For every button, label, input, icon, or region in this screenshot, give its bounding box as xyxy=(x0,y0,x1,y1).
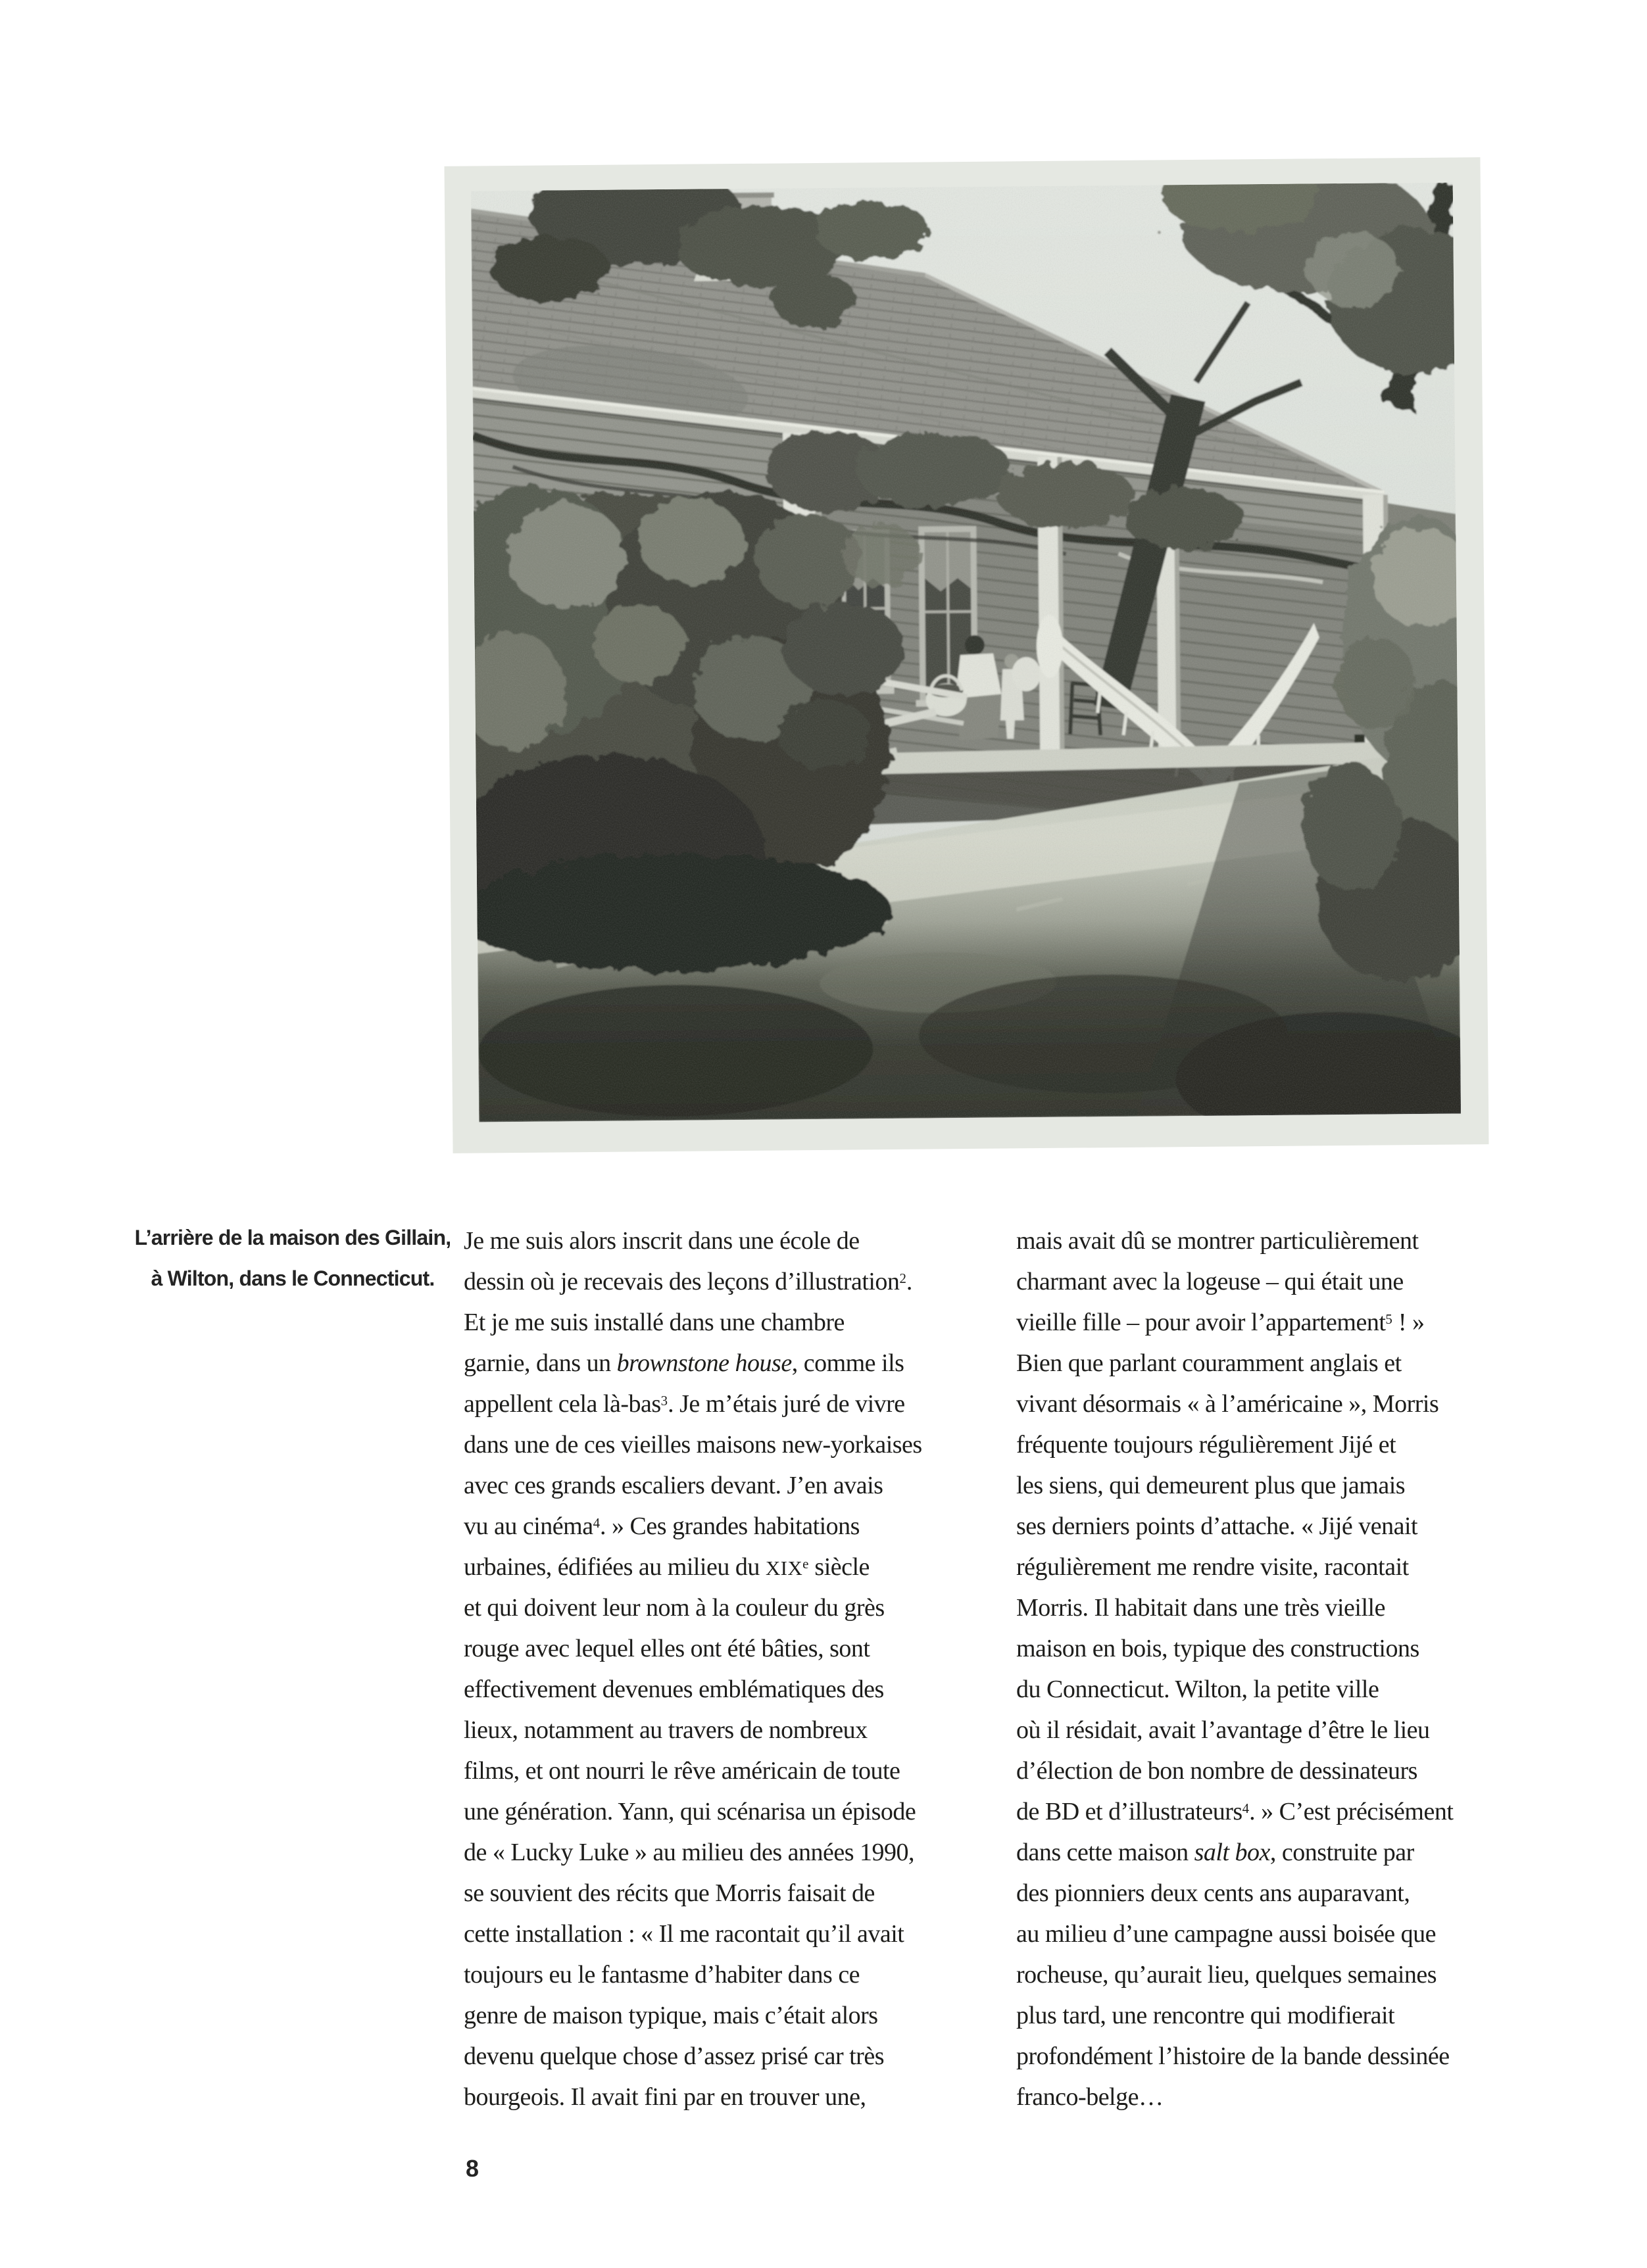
house-photo-illustration xyxy=(471,183,1461,1122)
text-line: mais avait dû se montrer particulièrement xyxy=(1016,1227,1419,1255)
text-line: à Wilton, dans le Connecticut. xyxy=(151,1267,435,1290)
text-line: dans cette maison salt box, construite par xyxy=(1016,1839,1414,1866)
text-line: cette installation : « Il me racontait qu’il avait xyxy=(464,1920,904,1948)
text-line: de BD et d’illustrateurs$^4$. » C’est précisément xyxy=(1016,1798,1454,1825)
text-line: Morris. Il habitait dans une très vieille xyxy=(1016,1594,1385,1622)
text-line: régulièrement me rendre visite, racontait xyxy=(1016,1553,1409,1581)
photo-caption xyxy=(95,1220,490,1302)
text-line: et qui doivent leur nom à la couleur du grès xyxy=(464,1594,885,1622)
text-line: films, et ont nourri le rêve américain de toute xyxy=(464,1757,900,1785)
body-column-left xyxy=(464,1220,990,2117)
text-line: d’élection de bon nombre de dessinateurs xyxy=(1016,1757,1417,1785)
text-line: Et je me suis installé dans une chambre xyxy=(464,1309,845,1336)
photo-image xyxy=(471,183,1461,1122)
text-line: franco-belge… xyxy=(1016,2083,1164,2111)
text-line: se souvient des récits que Morris faisait de xyxy=(464,1879,875,1907)
text-line: Bien que parlant couramment anglais et xyxy=(1016,1349,1402,1377)
text-line: profondément l’histoire de la bande dessinée xyxy=(1016,2042,1450,2070)
text-line: plus tard, une rencontre qui modifierait xyxy=(1016,2002,1395,2029)
text-line: les siens, qui demeurent plus que jamais xyxy=(1016,1472,1406,1499)
text-line: ses derniers points d’attache. « Jijé venait xyxy=(1016,1512,1418,1540)
text-line: garnie, dans un brownstone house, comme ils xyxy=(464,1349,904,1377)
film-grain xyxy=(471,183,1461,1122)
text-line: une génération. Yann, qui scénarisa un épisode xyxy=(464,1798,916,1825)
text-line: dessin où je recevais des leçons d’illustration$^2$. xyxy=(464,1268,912,1295)
text-line: L’arrière de la maison des Gillain, xyxy=(134,1226,451,1249)
text-line: toujours eu le fantasme d’habiter dans ce xyxy=(464,1961,860,1989)
body-column-right xyxy=(1016,1220,1542,2117)
page-number: 8 xyxy=(466,2155,479,2182)
text-line: devenu quelque chose d’assez prisé car très xyxy=(464,2042,884,2070)
text-line: vivant désormais « à l’américaine », Morris xyxy=(1016,1390,1439,1418)
text-line: genre de maison typique, mais c’était alors xyxy=(464,2002,878,2029)
text-line: lieux, notamment au travers de nombreux xyxy=(464,1716,868,1744)
text-line: où il résidait, avait l’avantage d’être le lieu xyxy=(1016,1716,1430,1744)
text-line: charmant avec la logeuse – qui était une xyxy=(1016,1268,1404,1295)
text-line: bourgeois. Il avait fini par en trouver une, xyxy=(464,2083,866,2111)
text-line: dans une de ces vieilles maisons new-yorkaises xyxy=(464,1431,922,1459)
text-line: effectivement devenues emblématiques des xyxy=(464,1676,884,1703)
text-line: maison en bois, typique des constructions xyxy=(1016,1635,1419,1662)
text-line: avec ces grands escaliers devant. J’en avais xyxy=(464,1472,883,1499)
text-line: au milieu d’une campagne aussi boisée que xyxy=(1016,1920,1436,1948)
text-line: de « Lucky Luke » au milieu des années 1990, xyxy=(464,1839,915,1866)
text-line: vieille fille – pour avoir l’appartement$^5$ ! » xyxy=(1016,1309,1425,1336)
text-line: fréquente toujours régulièrement Jijé et xyxy=(1016,1431,1396,1459)
text-line: urbaines, édifiées au milieu du XIXe siècle xyxy=(464,1553,870,1581)
text-line: du Connecticut. Wilton, la petite ville xyxy=(1016,1676,1379,1703)
text-line: vu au cinéma$^4$. » Ces grandes habitations xyxy=(464,1512,860,1540)
text-line: Je me suis alors inscrit dans une école de xyxy=(464,1227,860,1255)
photo-print xyxy=(444,157,1488,1153)
text-line: appellent cela là-bas$^3$. Je m’étais juré de vivre xyxy=(464,1390,905,1418)
text-line: rocheuse, qu’aurait lieu, quelques semaines xyxy=(1016,1961,1437,1989)
text-line: des pionniers deux cents ans auparavant, xyxy=(1016,1879,1410,1907)
text-line: rouge avec lequel elles ont été bâties, sont xyxy=(464,1635,870,1662)
